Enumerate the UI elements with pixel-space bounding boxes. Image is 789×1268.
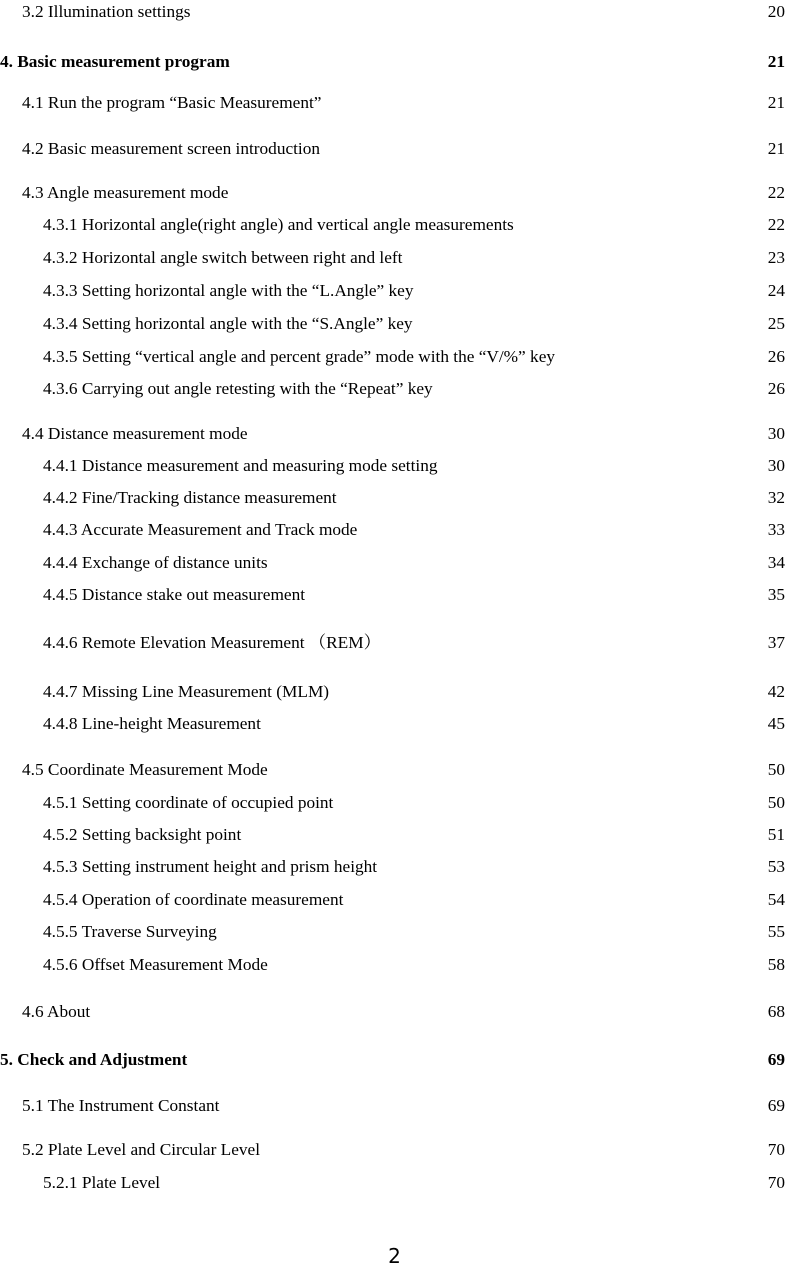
toc-entry[interactable] <box>0 422 789 446</box>
toc-entry-title: 4.3.6 Carrying out angle retesting with the “Repeat” key <box>43 379 433 398</box>
toc-entry-page: 53 <box>767 857 785 876</box>
toc-entry-title: 4. Basic measurement program <box>0 52 230 71</box>
toc-entry-title: 4.4.1 Distance measurement and measuring mode setting <box>43 456 438 475</box>
toc-entry-title: 4.5.2 Setting backsight point <box>43 825 242 844</box>
toc-entry-title: 4.1 Run the program “Basic Measurement” <box>22 93 322 112</box>
toc-entry-page: 22 <box>767 183 785 202</box>
toc-entry[interactable] <box>0 486 789 510</box>
toc-entry[interactable] <box>0 1171 789 1195</box>
toc-entry-title: 4.4.5 Distance stake out measurement <box>43 585 306 604</box>
toc-entry[interactable] <box>0 50 789 74</box>
toc-entry-title: 4.3.2 Horizontal angle switch between right and left <box>43 248 403 267</box>
toc-entry-title: 4.3.3 Setting horizontal angle with the “L.Angle” key <box>43 281 414 300</box>
toc-entry-title: 4.5.6 Offset Measurement Mode <box>43 955 268 974</box>
toc-entry-title: 3.2 Illumination settings <box>22 2 191 21</box>
toc-entry[interactable] <box>0 712 789 736</box>
toc-entry[interactable] <box>0 518 789 542</box>
toc-entry-page: 23 <box>767 248 785 267</box>
toc-entry-title: 5.1 The Instrument Constant <box>22 1096 220 1115</box>
toc-entry[interactable] <box>0 1048 789 1072</box>
toc-entry-title: 4.4.2 Fine/Tracking distance measurement <box>43 488 337 507</box>
toc-entry[interactable] <box>0 1094 789 1118</box>
toc-entry-page: 58 <box>767 955 785 974</box>
toc-entry-page: 24 <box>767 281 785 300</box>
toc-entry[interactable] <box>0 181 789 205</box>
toc-entry-title: 4.2 Basic measurement screen introduction <box>22 139 321 158</box>
toc-entry-page: 70 <box>767 1140 785 1159</box>
toc-entry-title: 4.5.1 Setting coordinate of occupied point <box>43 793 334 812</box>
toc-entry-page: 34 <box>767 553 785 572</box>
toc-entry[interactable] <box>0 631 789 655</box>
toc-entry[interactable] <box>0 279 789 303</box>
toc-entry-title: 4.4.3 Accurate Measurement and Track mode <box>43 520 358 539</box>
toc-entry-page: 20 <box>767 2 785 21</box>
page-number: 2 <box>388 1244 401 1268</box>
toc-entry-page: 22 <box>767 215 785 234</box>
toc-entry-title: 4.6 About <box>22 1002 91 1021</box>
toc-entry-page: 35 <box>767 585 785 604</box>
toc-entry-page: 51 <box>767 825 785 844</box>
toc-entry-page: 30 <box>767 456 785 475</box>
toc-entry-page: 21 <box>767 93 785 112</box>
toc-entry-page: 50 <box>767 760 785 779</box>
toc-entry[interactable] <box>0 551 789 575</box>
toc-entry-page: 33 <box>767 520 785 539</box>
toc-entry-page: 32 <box>767 488 785 507</box>
toc-entry-page: 26 <box>767 347 785 366</box>
toc-entry[interactable] <box>0 888 789 912</box>
toc-entry[interactable] <box>0 1000 789 1024</box>
toc-entry[interactable] <box>0 312 789 336</box>
toc-entry[interactable] <box>0 920 789 944</box>
toc-entry-title: 4.3.4 Setting horizontal angle with the “S.Angle” key <box>43 314 413 333</box>
toc-entry[interactable] <box>0 0 789 24</box>
toc-entry[interactable] <box>0 583 789 607</box>
toc-entry-page: 68 <box>767 1002 785 1021</box>
toc-entry-page: 25 <box>767 314 785 333</box>
toc-entry-title: 4.5.3 Setting instrument height and prism height <box>43 857 378 876</box>
toc-entry-page: 55 <box>767 922 785 941</box>
toc-entry-title: 4.4.7 Missing Line Measurement (MLM) <box>43 682 330 701</box>
toc-entry[interactable] <box>0 377 789 401</box>
toc-entry-page: 54 <box>767 890 785 909</box>
toc-entry[interactable] <box>0 791 789 815</box>
toc-entry-title: 4.5.5 Traverse Surveying <box>43 922 217 941</box>
toc-entry-title: 4.4.4 Exchange of distance units <box>43 553 268 572</box>
toc-entry-title: 4.5.4 Operation of coordinate measurement <box>43 890 344 909</box>
toc-entry-page: 50 <box>767 793 785 812</box>
toc-entry-title: 4.3.5 Setting “vertical angle and percent grade” mode with the “V/%” key <box>43 347 555 366</box>
toc-entry[interactable] <box>0 680 789 704</box>
toc-entry[interactable] <box>0 454 789 478</box>
toc-entry[interactable] <box>0 137 789 161</box>
toc-entry-page: 45 <box>767 714 785 733</box>
toc-entry-page: 70 <box>767 1173 785 1192</box>
toc-entry-page: 21 <box>767 52 785 71</box>
toc-entry[interactable] <box>0 91 789 115</box>
toc-entry[interactable] <box>0 345 789 369</box>
toc-entry-title: 5. Check and Adjustment <box>0 1050 188 1069</box>
toc-entry-title: 4.4.8 Line-height Measurement <box>43 714 261 733</box>
toc-entry-page: 69 <box>767 1096 785 1115</box>
toc-entry[interactable] <box>0 246 789 270</box>
toc-entry[interactable] <box>0 953 789 977</box>
toc-entry-page: 26 <box>767 379 785 398</box>
toc-entry-title: 4.3.1 Horizontal angle(right angle) and vertical angle measurements <box>43 215 514 234</box>
toc-entry-page: 37 <box>767 633 785 652</box>
toc-entry-page: 42 <box>767 682 785 701</box>
toc-entry-page: 30 <box>767 424 785 443</box>
toc-entry[interactable] <box>0 823 789 847</box>
toc-entry-title: 4.4.6 Remote Elevation Measurement （REM） <box>43 633 381 652</box>
toc-entry[interactable] <box>0 855 789 879</box>
toc-entry-title: 4.5 Coordinate Measurement Mode <box>22 760 268 779</box>
toc-entry[interactable] <box>0 758 789 782</box>
toc-entry-title: 5.2.1 Plate Level <box>43 1173 161 1192</box>
toc-entry-title: 4.3 Angle measurement mode <box>22 183 229 202</box>
toc-entry-title: 4.4 Distance measurement mode <box>22 424 248 443</box>
toc-entry-page: 69 <box>767 1050 785 1069</box>
toc-entry[interactable] <box>0 1138 789 1162</box>
toc-entry-title: 5.2 Plate Level and Circular Level <box>22 1140 261 1159</box>
toc-entry[interactable] <box>0 213 789 237</box>
toc-entry-page: 21 <box>767 139 785 158</box>
